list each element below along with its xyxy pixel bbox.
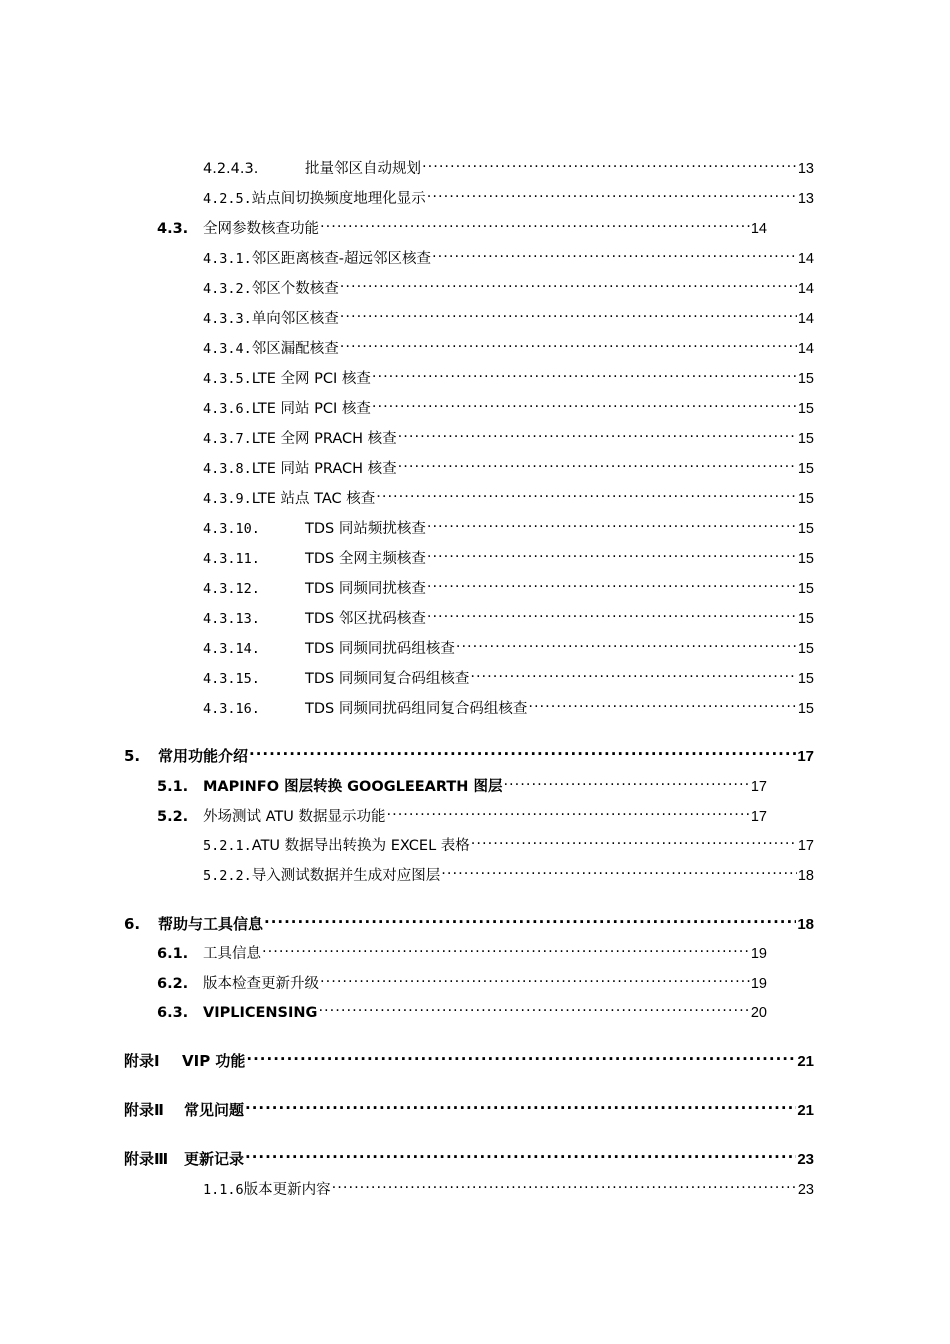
toc-leader — [340, 271, 797, 293]
toc-title: VIPLICENSING — [203, 1005, 318, 1021]
toc-number: 附录Ⅰ — [124, 1052, 160, 1070]
toc-page-number: 14 — [797, 251, 814, 267]
toc-leader — [245, 1093, 796, 1115]
toc-number: 4.3.12. — [203, 581, 260, 597]
toc-number: 4.3.1. — [203, 251, 252, 267]
toc-entry-6-1[interactable] — [157, 936, 767, 962]
toc-number: 5.2.1. — [203, 838, 252, 854]
toc-title: TDS 全网主频核查 — [305, 551, 426, 567]
toc-page-number: 18 — [797, 868, 814, 884]
toc-page-number: 15 — [797, 491, 814, 507]
toc-entry-appendix-2[interactable] — [124, 1093, 814, 1119]
toc-leader — [398, 421, 797, 443]
toc-page-number: 21 — [797, 1053, 814, 1070]
toc-leader — [503, 769, 749, 791]
toc-leader — [246, 1044, 796, 1066]
toc-title: LTE 同站 PCI 核查 — [251, 401, 371, 417]
toc-entry-appendix-3[interactable] — [124, 1142, 814, 1168]
toc-page-number: 13 — [797, 191, 814, 207]
toc-entry-4-3-8[interactable] — [203, 451, 814, 477]
toc-page-number: 13 — [797, 161, 814, 177]
toc-leader — [320, 211, 750, 233]
toc-page-number: 15 — [797, 551, 814, 567]
toc-number: 4.2.4.3. — [203, 161, 259, 177]
toc-number: 4.3.9. — [203, 491, 252, 507]
toc-page-number: 17 — [797, 838, 814, 854]
toc-entry-4-3-14[interactable] — [203, 631, 814, 657]
toc-leader — [318, 995, 749, 1017]
toc-page-number: 15 — [797, 401, 814, 417]
toc-number: 1.1.6 — [203, 1182, 244, 1198]
toc-entry-5-2-1[interactable] — [203, 828, 814, 854]
toc-entry-4-3-13[interactable] — [203, 601, 814, 627]
toc-title: ATU 数据导出转换为 EXCEL 表格 — [251, 838, 470, 854]
toc-number: 4.3.13. — [203, 611, 260, 627]
toc-leader — [249, 739, 796, 761]
toc-leader — [264, 907, 796, 929]
toc-entry-4-3-11[interactable] — [203, 541, 814, 567]
toc-leader — [427, 181, 797, 203]
toc-entry-5[interactable] — [124, 739, 814, 765]
toc-title: 邻区漏配核查 — [251, 341, 339, 357]
toc-title: VIP 功能 — [182, 1052, 246, 1070]
toc-page-number: 17 — [797, 748, 814, 765]
toc-number: 5.2. — [157, 809, 189, 825]
toc-title: 工具信息 — [203, 946, 261, 962]
toc-page-number: 15 — [797, 581, 814, 597]
toc-leader — [332, 1172, 797, 1194]
toc-number: 附录Ⅲ — [124, 1150, 169, 1168]
toc-title: 外场测试 ATU 数据显示功能 — [203, 809, 386, 825]
toc-number: 5.1. — [157, 779, 189, 795]
toc-title: 邻区距离核查-超远邻区核查 — [251, 251, 432, 267]
toc-leader — [427, 571, 797, 593]
toc-title: 常见问题 — [184, 1101, 245, 1119]
toc-page-number: 17 — [750, 779, 767, 795]
toc-page-number: 15 — [797, 431, 814, 447]
toc-number: 6.3. — [157, 1005, 189, 1021]
toc-leader — [372, 361, 797, 383]
toc-entry-4-3-2[interactable] — [203, 271, 814, 297]
toc-number: 6.1. — [157, 946, 189, 962]
toc-page-number: 15 — [797, 701, 814, 717]
toc-title: 更新记录 — [184, 1150, 245, 1168]
toc-leader — [427, 601, 797, 623]
toc-number: 4.3.4. — [203, 341, 252, 357]
toc-number: 4.3. — [157, 221, 189, 237]
toc-leader — [471, 828, 797, 850]
toc-leader — [432, 241, 797, 263]
toc-entry-4-3-9[interactable] — [203, 481, 814, 507]
toc-leader — [456, 631, 797, 653]
toc-entry-4-3-10[interactable] — [203, 511, 814, 537]
toc-title: 版本检查更新升级 — [203, 976, 319, 992]
toc-leader — [470, 661, 797, 683]
toc-entry-4-3-4[interactable] — [203, 331, 814, 357]
toc-title: TDS 同站频扰核查 — [305, 521, 426, 537]
toc-leader — [320, 966, 750, 988]
toc-page-number: 18 — [797, 916, 814, 933]
toc-number: 附录Ⅱ — [124, 1101, 164, 1119]
toc-title: 邻区个数核查 — [251, 281, 339, 297]
toc-number: 4.3.8. — [203, 461, 252, 477]
toc-number: 4.2.5. — [203, 191, 252, 207]
toc-page-number: 15 — [797, 611, 814, 627]
toc-entry-4-3-15[interactable] — [203, 661, 814, 687]
toc-leader — [245, 1142, 796, 1164]
toc-leader — [340, 301, 797, 323]
toc-title: TDS 同频同复合码组核查 — [305, 671, 470, 687]
toc-page-number: 15 — [797, 521, 814, 537]
toc-title: TDS 同频同扰核查 — [305, 581, 426, 597]
toc-title: 批量邻区自动规划 — [305, 161, 421, 177]
toc-page-number: 20 — [750, 1005, 767, 1021]
toc-entry-appendix-1[interactable] — [124, 1044, 814, 1070]
toc-page-number: 15 — [797, 641, 814, 657]
toc-entry-4-2-4-3[interactable] — [203, 151, 814, 177]
toc-title: TDS 邻区扰码核查 — [305, 611, 426, 627]
toc-leader — [340, 331, 797, 353]
toc-leader — [372, 391, 797, 413]
toc-title: LTE 全网 PRACH 核查 — [251, 431, 397, 447]
toc-page-number: 23 — [797, 1151, 814, 1168]
toc-number: 4.3.3. — [203, 311, 252, 327]
toc-page-number: 14 — [750, 221, 767, 237]
toc-title: LTE 同站 PRACH 核查 — [251, 461, 397, 477]
toc-entry-4-2-5[interactable] — [203, 181, 814, 207]
toc-title: 单向邻区核查 — [251, 311, 339, 327]
toc-entry-1-1-6[interactable] — [203, 1172, 814, 1198]
toc-leader — [398, 451, 797, 473]
toc-number: 4.3.11. — [203, 551, 260, 567]
toc-title: TDS 同频同扰码组同复合码组核查 — [305, 701, 528, 717]
toc-page-number: 23 — [797, 1182, 814, 1198]
toc-entry-4-3-6[interactable] — [203, 391, 814, 417]
toc-leader — [376, 481, 797, 503]
toc-page-number: 19 — [750, 946, 767, 962]
toc-entry-4-3-5[interactable] — [203, 361, 814, 387]
toc-entry-6-2[interactable] — [157, 966, 767, 992]
toc-leader — [441, 858, 797, 880]
toc-entry-4-3[interactable] — [157, 211, 767, 237]
toc-leader — [427, 511, 797, 533]
toc-number: 4.3.10. — [203, 521, 260, 537]
toc-page-number: 17 — [750, 809, 767, 825]
toc-title: MAPINFO 图层转换 GOOGLEEARTH 图层 — [203, 779, 503, 795]
toc-title: 版本更新内容 — [243, 1182, 331, 1198]
toc-entry-4-3-3[interactable] — [203, 301, 814, 327]
toc-page-number: 14 — [797, 281, 814, 297]
toc-number: 4.3.15. — [203, 671, 260, 687]
toc-leader — [386, 799, 749, 821]
toc-page-number: 19 — [750, 976, 767, 992]
toc-number: 5.2.2. — [203, 868, 252, 884]
toc-number: 4.3.2. — [203, 281, 252, 297]
toc-entry-4-3-7[interactable] — [203, 421, 814, 447]
toc-leader — [427, 541, 797, 563]
toc-leader — [528, 691, 797, 713]
toc-title: 站点间切换频度地理化显示 — [251, 191, 426, 207]
toc-leader — [262, 936, 750, 958]
toc-entry-5-2-2[interactable] — [203, 858, 814, 884]
toc-number: 4.3.14. — [203, 641, 260, 657]
toc-entry-6[interactable] — [124, 907, 814, 933]
toc-number: 5. — [124, 747, 141, 765]
toc-page-number: 21 — [797, 1102, 814, 1119]
toc-entry-4-3-16[interactable] — [203, 691, 814, 717]
toc-entry-4-3-12[interactable] — [203, 571, 814, 597]
toc-page-number: 14 — [797, 341, 814, 357]
toc-page-number: 15 — [797, 461, 814, 477]
toc-number: 4.3.7. — [203, 431, 252, 447]
toc-entry-5-1[interactable] — [157, 769, 767, 795]
toc-number: 4.3.5. — [203, 371, 252, 387]
toc-entry-6-3[interactable] — [157, 995, 767, 1021]
toc-number: 6. — [124, 915, 141, 933]
toc-number: 6.2. — [157, 976, 189, 992]
toc-title: 全网参数核查功能 — [203, 221, 319, 237]
toc-page-number: 15 — [797, 671, 814, 687]
toc-entry-4-3-1[interactable] — [203, 241, 814, 267]
toc-page-number: 15 — [797, 371, 814, 387]
toc-number: 4.3.16. — [203, 701, 260, 717]
toc-title: 帮助与工具信息 — [158, 915, 264, 933]
toc-title: 常用功能介绍 — [158, 747, 249, 765]
toc-page-number: 14 — [797, 311, 814, 327]
toc-title: LTE 全网 PCI 核查 — [251, 371, 371, 387]
toc-title: TDS 同频同扰码组核查 — [305, 641, 455, 657]
toc-entry-5-2[interactable] — [157, 799, 767, 825]
toc-number: 4.3.6. — [203, 401, 252, 417]
toc-title: LTE 站点 TAC 核查 — [251, 491, 376, 507]
toc-title: 导入测试数据并生成对应图层 — [251, 868, 441, 884]
toc-leader — [422, 151, 797, 173]
